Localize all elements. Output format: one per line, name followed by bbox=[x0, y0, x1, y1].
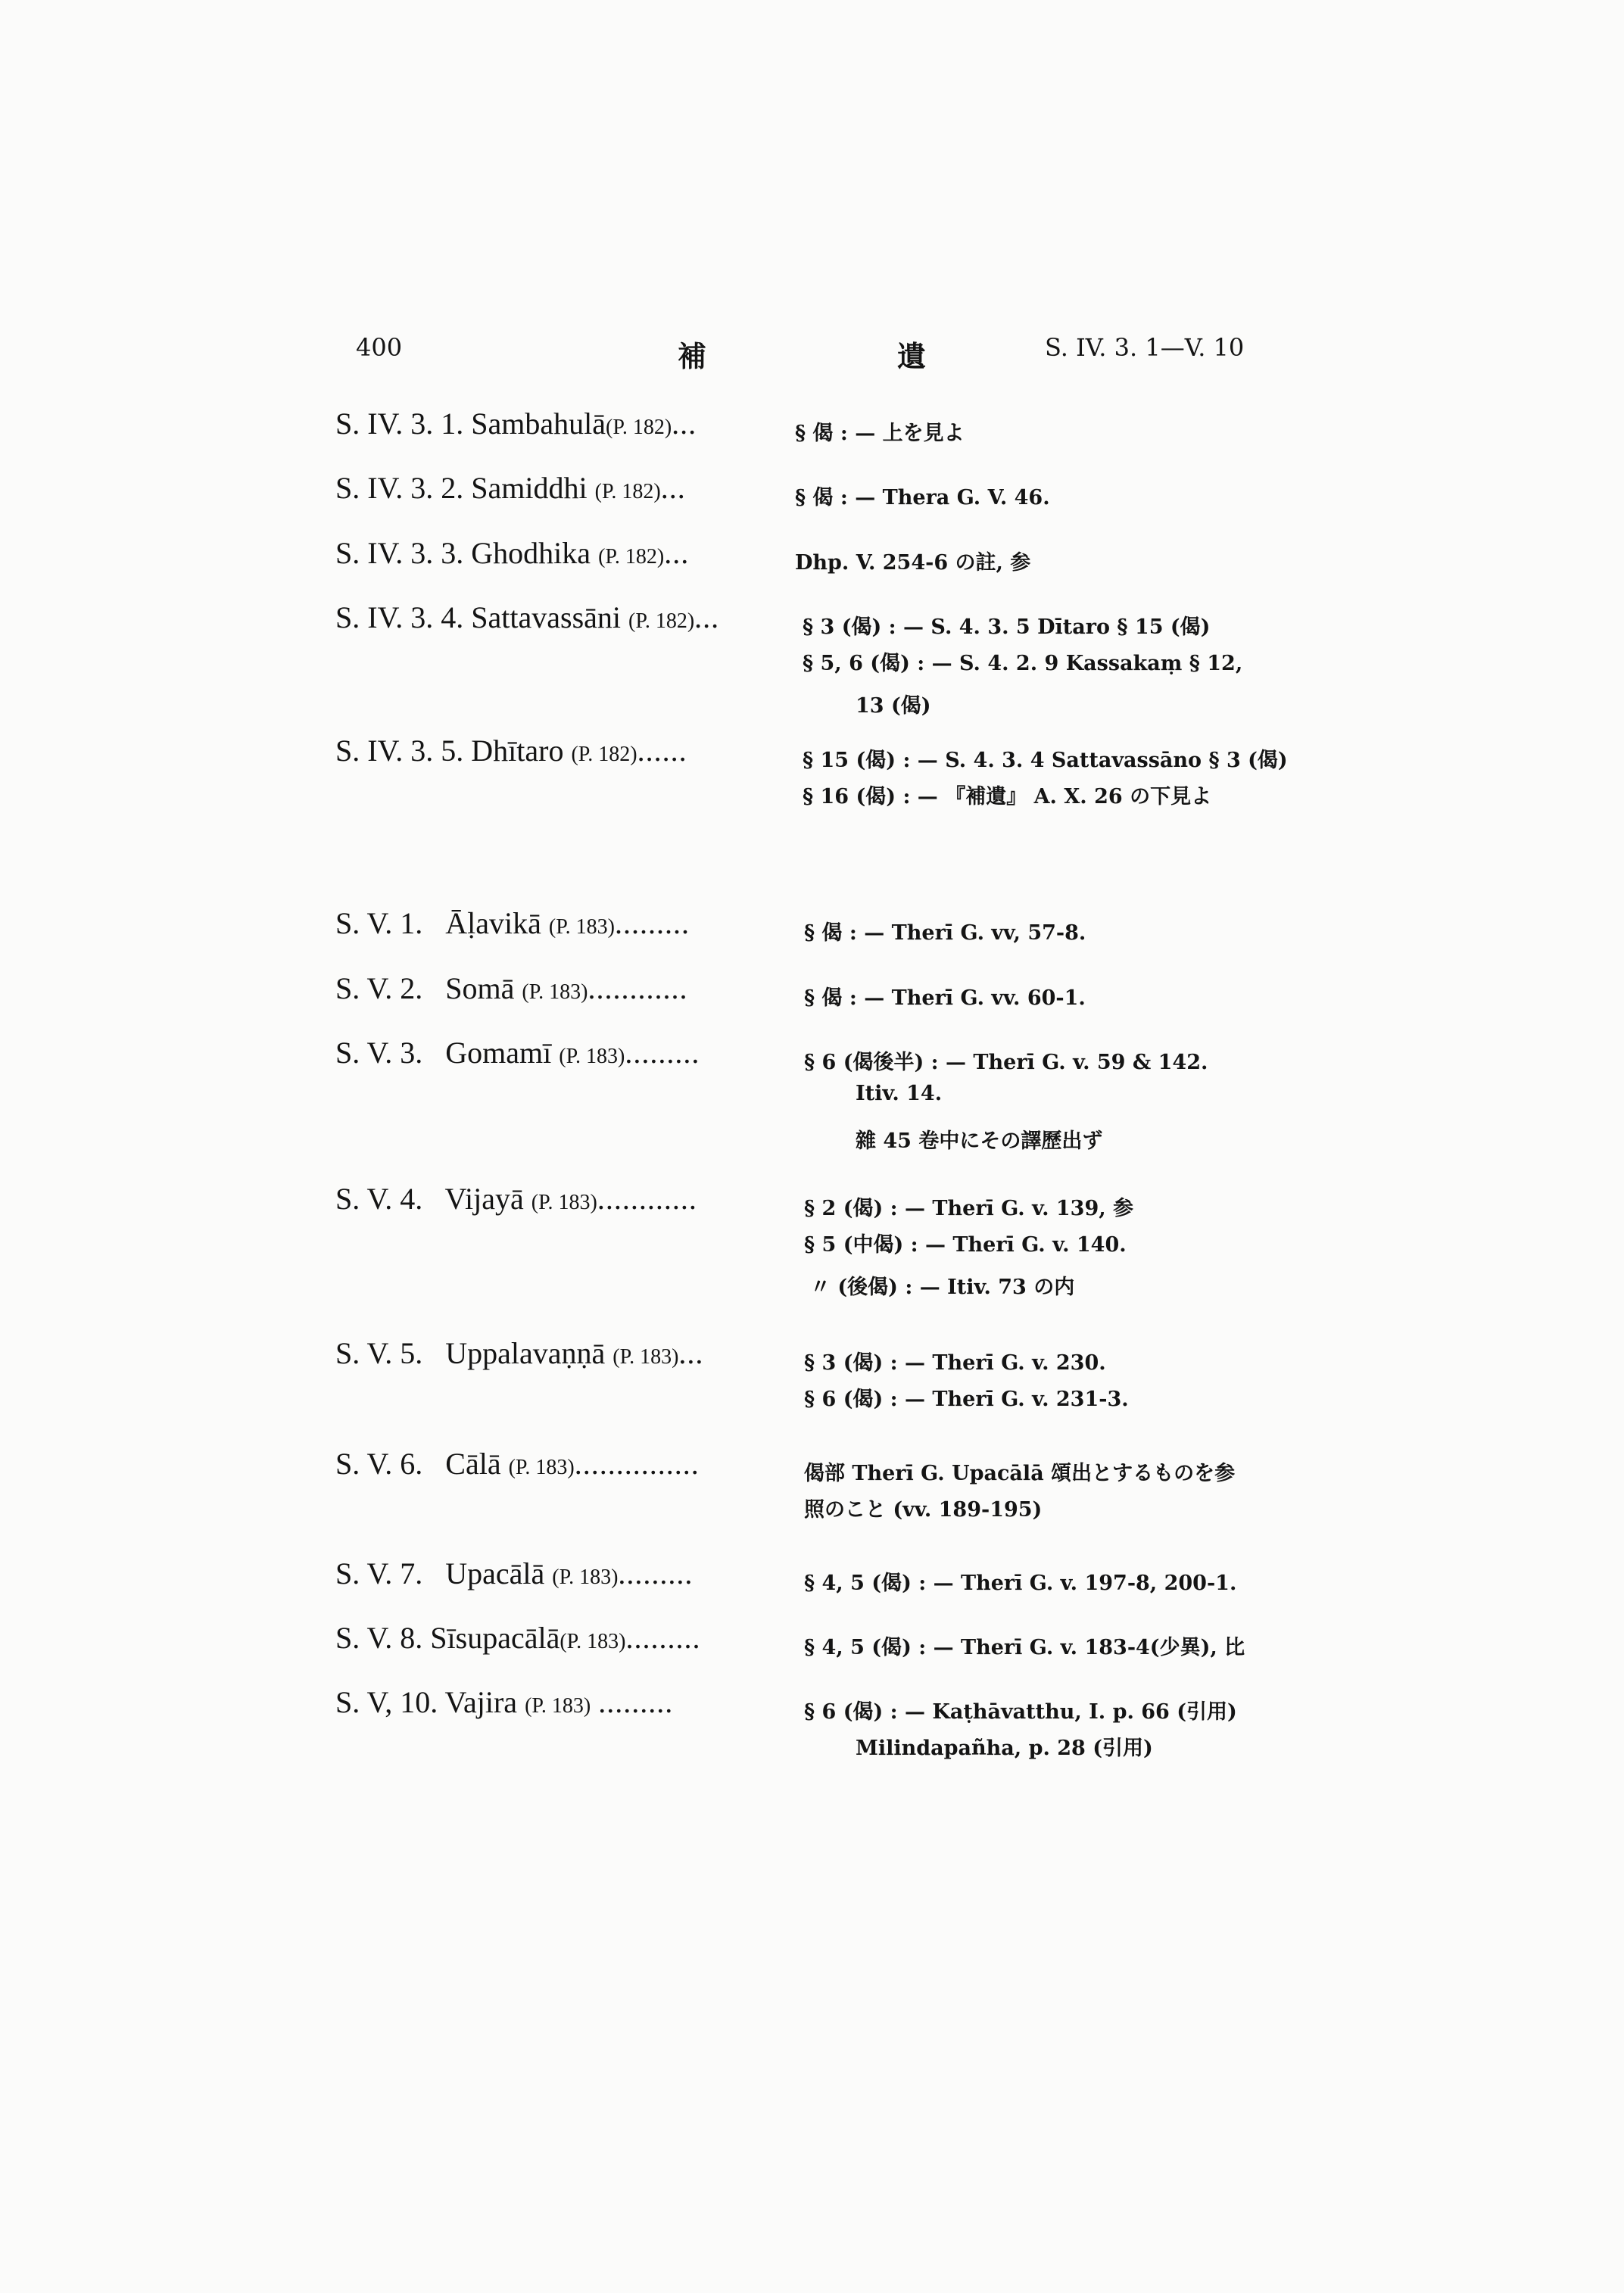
entry-name: Sambahulā bbox=[471, 407, 606, 441]
leader-dots: ......... bbox=[625, 1621, 701, 1655]
entry-page: (P. 183) bbox=[531, 1191, 597, 1214]
leader-dots: ......... bbox=[598, 1685, 674, 1719]
leader-dots: ... bbox=[672, 407, 697, 441]
entry-page: (P. 182) bbox=[628, 609, 695, 633]
entry-note: § 6 (偈) : — Kaṭhāvatthu, I. p. 66 (引用) bbox=[804, 1700, 1237, 1724]
entry-reference bbox=[335, 1556, 693, 1591]
entry-s-v-6 bbox=[0, 1446, 1624, 1534]
header-title-kanji-2: 遺 bbox=[897, 339, 927, 373]
entry-note: § 偈 : — Thera G. V. 46. bbox=[795, 486, 1050, 509]
leader-dots: ............ bbox=[588, 971, 688, 1005]
entry-note: § 偈 : — 上を見よ bbox=[795, 422, 965, 445]
page-number: 400 bbox=[356, 333, 403, 362]
entry-s-v-8 bbox=[0, 1620, 1624, 1665]
entry-reference bbox=[335, 470, 686, 506]
entry-note: § 偈 : — Therī G. vv, 57-8. bbox=[804, 921, 1086, 945]
header-title-kanji-1: 補 bbox=[678, 339, 707, 373]
entry-reference bbox=[335, 1684, 673, 1720]
leader-dots: ...... bbox=[637, 734, 687, 768]
entry-name: Samiddhi bbox=[471, 471, 588, 505]
entry-reference bbox=[335, 406, 697, 441]
entry-name: Sīsupacālā bbox=[430, 1621, 560, 1655]
entry-name: Ghodhika bbox=[471, 536, 591, 570]
entry-ref: S. V. 3. bbox=[335, 1036, 423, 1070]
entry-note-continuation: 照のこと (vv. 189-195) bbox=[804, 1498, 1043, 1522]
entry-reference bbox=[335, 600, 719, 635]
entry-s-iv-3-5 bbox=[0, 733, 1624, 821]
entry-note-continuation: 雜 45 卷中にその譯歷出ず bbox=[856, 1129, 1103, 1153]
entry-ref: S. V. 5. bbox=[335, 1336, 423, 1370]
leader-dots: ............ bbox=[597, 1182, 697, 1216]
entry-page: (P. 182) bbox=[594, 480, 661, 503]
entry-reference bbox=[335, 1335, 703, 1371]
entry-name: Uppalavaṇṇā bbox=[445, 1336, 606, 1370]
entry-name: Gomamī bbox=[445, 1036, 552, 1070]
leader-dots: ... bbox=[660, 471, 686, 505]
entry-name: Upacālā bbox=[445, 1556, 545, 1590]
entry-s-iv-3-1 bbox=[0, 406, 1624, 451]
leader-dots: ... bbox=[678, 1336, 704, 1370]
entry-page: (P. 183) bbox=[508, 1456, 575, 1479]
entry-reference bbox=[335, 1035, 700, 1070]
entry-note: § 15 (偈) : — S. 4. 3. 4 Sattavassāno § 3 (偈) bbox=[803, 749, 1288, 772]
entry-name: Sattavassāni bbox=[471, 600, 622, 634]
entry-ref: S. IV. 3. 3. bbox=[335, 536, 464, 570]
entry-name: Somā bbox=[445, 971, 515, 1005]
entry-note-continuation: § 16 (偈) : — 『補遺』 A. X. 26 の下見よ bbox=[803, 785, 1212, 808]
leader-dots: ......... bbox=[615, 906, 690, 940]
entry-reference bbox=[335, 905, 690, 941]
entry-note: § 3 (偈) : — Therī G. v. 230. bbox=[804, 1351, 1106, 1375]
entry-ref: S. IV. 3. 1. bbox=[335, 407, 464, 441]
entry-ref: S. V. 4. bbox=[335, 1182, 423, 1216]
entry-name: Dhītaro bbox=[471, 734, 564, 768]
entry-s-v-3 bbox=[0, 1035, 1624, 1165]
entry-note: § 6 (偈後半) : — Therī G. v. 59 & 142. bbox=[804, 1051, 1208, 1074]
entry-name: Cālā bbox=[445, 1447, 501, 1481]
entry-name: Āḷavikā bbox=[445, 906, 541, 940]
entry-reference bbox=[335, 1181, 697, 1217]
entry-note: § 偈 : — Therī G. vv. 60-1. bbox=[804, 986, 1086, 1010]
entry-ref: S. IV. 3. 4. bbox=[335, 600, 464, 634]
entry-page: (P. 183) bbox=[613, 1345, 679, 1369]
entry-reference bbox=[335, 1620, 700, 1656]
entry-s-iv-3-2 bbox=[0, 470, 1624, 516]
entry-reference bbox=[335, 535, 689, 571]
leader-dots: ... bbox=[664, 536, 690, 570]
entry-page: (P. 182) bbox=[571, 743, 637, 766]
entry-name: Vajira bbox=[444, 1685, 518, 1719]
entry-ref: S. V. 7. bbox=[335, 1556, 423, 1590]
entry-note-continuation: § 6 (偈) : — Therī G. v. 231-3. bbox=[804, 1388, 1129, 1411]
entry-page: (P. 183) bbox=[552, 1566, 619, 1589]
entry-note-continuation: 〃 (後偈) : — Itiv. 73 の内 bbox=[810, 1276, 1075, 1299]
leader-dots: ......... bbox=[618, 1556, 694, 1590]
entry-ref: S. IV. 3. 5. bbox=[335, 734, 464, 768]
entry-page: (P. 182) bbox=[606, 416, 672, 439]
entry-note: § 2 (偈) : — Therī G. v. 139, 参 bbox=[804, 1197, 1134, 1220]
running-header bbox=[0, 333, 1624, 379]
leader-dots: ... bbox=[694, 600, 720, 634]
entry-s-v-4 bbox=[0, 1181, 1624, 1311]
entry-note-continuation: Milindapañha, p. 28 (引用) bbox=[856, 1737, 1153, 1760]
entry-s-v-10 bbox=[0, 1684, 1624, 1772]
entry-note-continuation: § 5 (中偈) : — Therī G. v. 140. bbox=[804, 1233, 1127, 1257]
entry-ref: S. V. 2. bbox=[335, 971, 423, 1005]
entry-ref: S. V. 6. bbox=[335, 1447, 423, 1481]
entry-note-continuation: § 5, 6 (偈) : — S. 4. 2. 9 Kassakaṃ § 12, bbox=[803, 652, 1243, 675]
entry-name: Vijayā bbox=[444, 1182, 524, 1216]
entry-s-v-7 bbox=[0, 1556, 1624, 1601]
entry-note: § 4, 5 (偈) : — Therī G. v. 183-4(少異), 比 bbox=[804, 1636, 1245, 1659]
leader-dots: ............... bbox=[574, 1447, 700, 1481]
entry-s-iv-3-4 bbox=[0, 600, 1624, 730]
entry-page: (P. 183) bbox=[522, 980, 588, 1004]
entry-page: (P. 183) bbox=[560, 1630, 626, 1653]
entry-note: § 3 (偈) : — S. 4. 3. 5 Dītaro § 15 (偈) bbox=[803, 615, 1211, 639]
entry-page: (P. 183) bbox=[525, 1694, 591, 1718]
entry-s-v-1 bbox=[0, 905, 1624, 951]
entry-page: (P. 182) bbox=[598, 545, 665, 569]
entry-reference bbox=[335, 970, 688, 1006]
entry-ref: S. V, 10. bbox=[335, 1685, 438, 1719]
entry-s-v-5 bbox=[0, 1335, 1624, 1423]
entry-ref: S. IV. 3. 2. bbox=[335, 471, 464, 505]
entry-ref: S. V. 1. bbox=[335, 906, 423, 940]
header-range: S. IV. 3. 1—V. 10 bbox=[1045, 333, 1245, 362]
entry-page: (P. 183) bbox=[559, 1045, 625, 1068]
entry-note-continuation: Itiv. 14. bbox=[856, 1082, 943, 1105]
entry-s-v-2 bbox=[0, 970, 1624, 1016]
entry-s-iv-3-3 bbox=[0, 535, 1624, 581]
entry-ref: S. V. 8. bbox=[335, 1621, 423, 1655]
entry-note: § 4, 5 (偈) : — Therī G. v. 197-8, 200-1. bbox=[804, 1572, 1237, 1595]
entry-note: 偈部 Therī G. Upacālā 頌出とするものを参 bbox=[804, 1462, 1236, 1485]
entry-page: (P. 183) bbox=[548, 915, 616, 939]
entry-note: Dhp. V. 254-6 の註, 参 bbox=[795, 551, 1031, 575]
entry-reference bbox=[335, 1446, 700, 1481]
entry-note-continuation: 13 (偈) bbox=[856, 694, 931, 718]
entry-reference bbox=[335, 733, 687, 768]
leader-dots: ......... bbox=[625, 1036, 700, 1070]
